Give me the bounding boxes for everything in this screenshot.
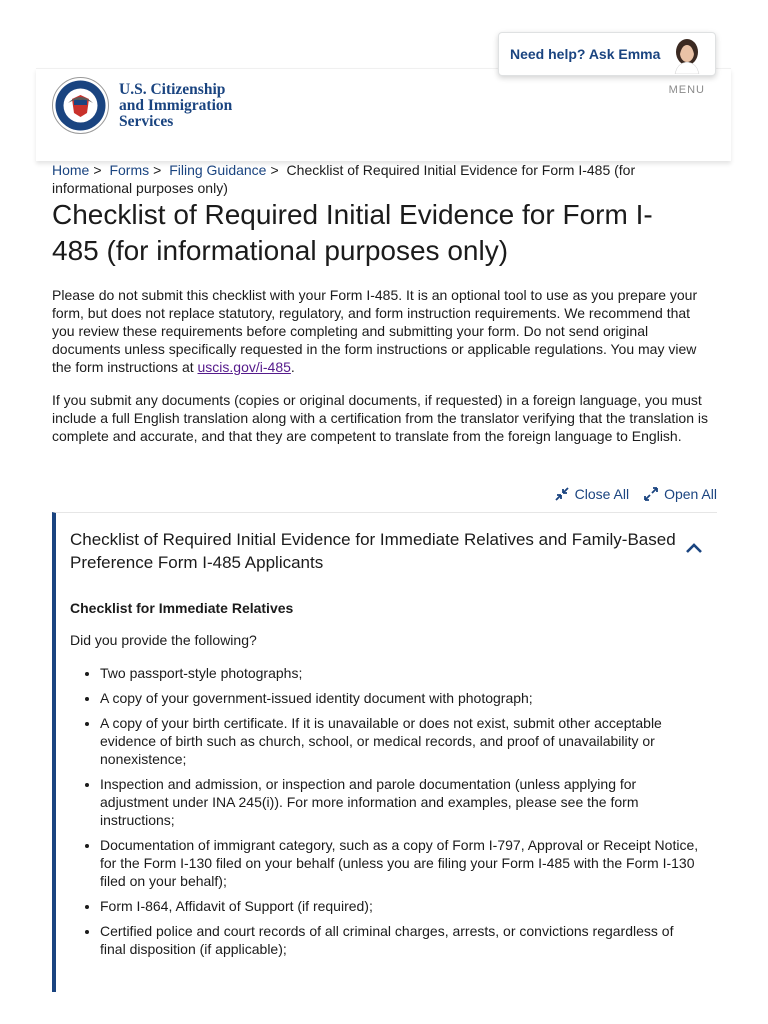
list-item: • Inspection and admission, or inspection and parole documentation (unless applying for adjustment under INA 245(i)). For more information and examples, please see the form instructions; — [100, 775, 700, 829]
breadcrumb-forms[interactable]: Forms — [109, 162, 150, 178]
list-item: • Two passport-style photographs; — [100, 664, 700, 682]
breadcrumb-home[interactable]: Home — [52, 162, 90, 178]
list-item: • A copy of your birth certificate. If it is unavailable or does not exist, submit other acceptable evidence of birth such as church, school, or medical records, and proof of unavailability or nonexistence; — [100, 714, 700, 768]
close-all-button[interactable]: Close All — [554, 486, 629, 502]
breadcrumb-current: Checklist of Required Initial Evidence for Form I-485 (for informational purposes only) — [52, 162, 636, 196]
open-all-button[interactable]: Open All — [643, 486, 717, 502]
list-item: • A copy of your government-issued identity document with photograph; — [100, 689, 700, 707]
chevron-up-icon[interactable] — [685, 542, 703, 554]
accordion-controls — [554, 486, 717, 502]
list-item: • Certified police and court records of all criminal charges, arrests, or convictions regardless of final disposition (if applicable); — [100, 922, 700, 958]
breadcrumb-filing-guidance[interactable]: Filing Guidance — [169, 162, 267, 178]
collapse-arrows-icon — [554, 486, 570, 502]
ask-emma-label: Need help? Ask Emma — [510, 46, 661, 62]
section-lead: Did you provide the following? — [70, 632, 257, 648]
emma-avatar-icon — [669, 36, 705, 74]
translation-paragraph: If you submit any documents (copies or original documents, if requested) in a foreign language, you must include a full English translation along with a certification from the translator verifying that the translation is complete and accurate, and that they are competent to translate from the foreign language to English. — [52, 392, 709, 444]
list-item: • Form I-864, Affidavit of Support (if required); — [100, 897, 700, 915]
agency-name[interactable]: U.S. Citizenship and Immigration Services — [119, 81, 233, 130]
expand-arrows-icon — [643, 486, 659, 502]
page-title: Checklist of Required Initial Evidence for Form I-485 (for informational purposes only) — [52, 199, 653, 266]
list-item: • Documentation of immigrant category, such as a copy of Form I-797, Approval or Receipt Notice, for the Form I-130 filed on your behalf (unless you are filing your Form I-485 with the Form I-130 filed on your behalf); — [100, 836, 700, 890]
evidence-list — [70, 664, 700, 958]
i-485-link[interactable]: uscis.gov/i-485 — [197, 359, 291, 375]
breadcrumb: Home > Forms > Filing Guidance > Checklist of Required Initial Evidence for Form I-485 (for informational purposes only) — [52, 162, 636, 196]
section-subheading: Checklist for Immediate Relatives — [70, 600, 294, 616]
dhs-seal-icon[interactable] — [52, 77, 109, 134]
ask-emma-button[interactable] — [498, 32, 716, 76]
site-header — [36, 68, 731, 161]
menu-button[interactable]: MENU — [668, 84, 705, 96]
accordion-immediate-relatives — [52, 512, 717, 992]
intro-paragraph: Please do not submit this checklist with your Form I-485. It is an optional tool to use as you prepare your form, but does not replace statutory, regulatory, and form instruction requirements. We recommend that you review these requirements before completing and submitting your form. Do not send original documents unless specifically requested in the form instructions or applicable regulations. You may view the form instructions at uscis.gov/i-485. — [52, 287, 698, 375]
accordion-body — [70, 599, 700, 965]
accordion-heading[interactable]: Checklist of Required Initial Evidence for Immediate Relatives and Family-Based Preference Form I-485 Applicants — [70, 530, 676, 572]
